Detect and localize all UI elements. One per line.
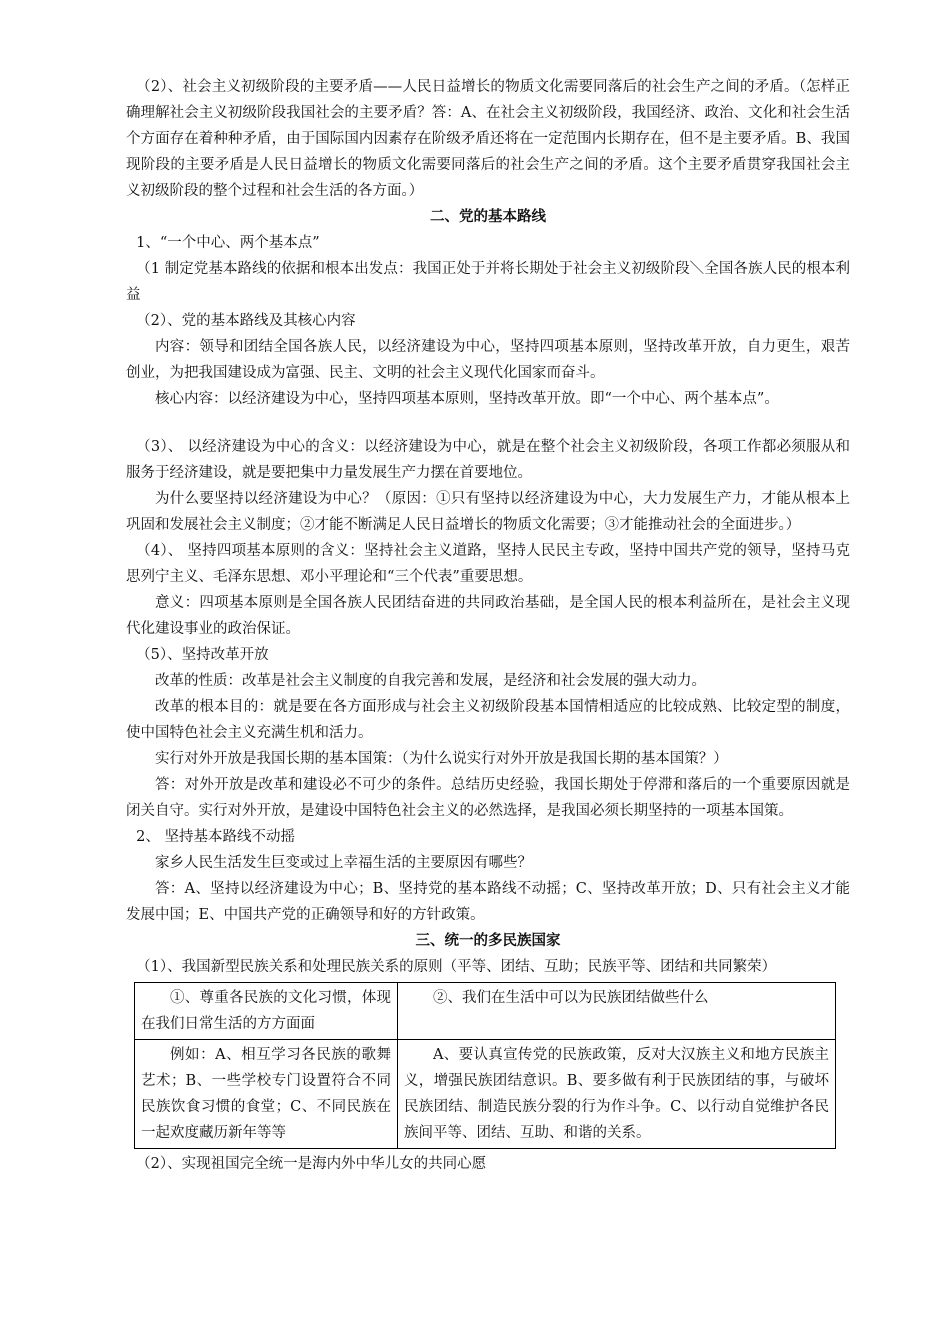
table-header-text: ②、我们在生活中可以为民族团结做些什么	[433, 990, 709, 1006]
table-header-text: ①、尊重各民族的文化习惯，体现在我们日常生活的方方面面	[141, 990, 391, 1032]
item-basic-line: （2）、党的基本路线及其核心内容	[136, 313, 356, 329]
item-reunification: （2）、实现祖国完全统一是海内外中华儿女的共同心愿	[136, 1156, 487, 1172]
paragraph-content: 内容：领导和团结全国各族人民，以经济建设为中心，坚持四项基本原则，坚持改革开放，自力更生，艰苦创业，为把我国建设成为富强、民主、文明的社会主义现代化国家而奋斗。	[126, 339, 850, 381]
paragraph-meaning: 意义：四项基本原则是全国各族人民团结奋进的共同政治基础，是全国人民的根本利益所在，是社会主义现代化建设事业的政治保证。	[126, 595, 850, 637]
section-heading-party-line: 二、党的基本路线	[430, 209, 546, 225]
paragraph-opening-policy: 实行对外开放是我国长期的基本国策：（为什么说实行对外开放是我国长期的基本国策？）	[155, 751, 728, 767]
item-adhere-line: 2、 坚持基本路线不动摇	[136, 829, 295, 845]
paragraph-hometown-answer: 答：A、坚持以经济建设为中心；B、坚持党的基本路线不动摇；C、坚持改革开放；D、只有社会主义才能发展中国；E、中国共产党的正确领导和好的方针政策。	[126, 881, 850, 923]
item-reform-opening: （5）、坚持改革开放	[136, 647, 269, 663]
table-cell	[135, 1040, 398, 1149]
table-cell-text: 例如：A、相互学习各民族的歌舞艺术；B、一些学校专门设置符合不同民族饮食习惯的食堂；C、不同民族在一起欢度藏历新年等等	[141, 1047, 391, 1141]
table-header-cell	[135, 983, 398, 1040]
paragraph-main-contradiction: （2）、社会主义初级阶段的主要矛盾——人民日益增长的物质文化需要同落后的社会生产之间的矛盾。（怎样正确理解社会主义初级阶段我国社会的主要矛盾？答：A、在社会主义初级阶段，我国经济、政治、文化和社会生活个方面存在着种种矛盾，由于国际国内因素存在阶级矛盾还将在一定范围内长期存在，但不是主要矛盾。B、我国现阶段的主要矛盾是人民日益增长的物质文化需要同落后的社会生产之间的矛盾。这个主要矛盾贯穿我国社会主义初级阶段的整个过程和社会生活的各方面。）	[126, 79, 850, 199]
paragraph-opening-answer: 答：对外开放是改革和建设必不可少的条件。总结历史经验，我国长期处于停滞和落后的一个重要原因就是闭关自守。实行对外开放，是建设中国特色社会主义的必然选择，是我国必须长期坚持的一项基本国策。	[126, 777, 850, 819]
paragraph-reform-nature: 改革的性质：改革是社会主义制度的自我完善和发展，是经济和社会发展的强大动力。	[155, 673, 706, 689]
item-ethnic-relations: （1）、我国新型民族关系和处理民族关系的原则（平等、团结、互助；民族平等、团结和共同繁荣）	[136, 959, 777, 975]
paragraph-economic-center: （3）、 以经济建设为中心的含义：以经济建设为中心，就是在整个社会主义初级阶段，各项工作都必须服从和服务于经济建设，就是要把集中力量发展生产力摆在首要地位。	[126, 439, 850, 481]
paragraph-core-content: 核心内容：以经济建设为中心，坚持四项基本原则，坚持改革开放。即“一个中心、两个基本点”。	[155, 391, 779, 407]
paragraph-why-economic-center: 为什么要坚持以经济建设为中心？（原因：①只有坚持以经济建设为中心，大力发展生产力，才能从根本上巩固和发展社会主义制度；②才能不断满足人民日益增长的物质文化需要；③才能推动社会的全面进步。）	[126, 491, 850, 533]
item-one-center: 1、“一个中心、两个基本点”	[136, 235, 320, 251]
ethnic-unity-table	[134, 982, 836, 1149]
table-row	[135, 983, 836, 1040]
table-header-cell	[398, 983, 836, 1040]
section-heading-multiethnic: 三、统一的多民族国家	[415, 933, 561, 949]
paragraph-reform-goal: 改革的根本目的：就是要在各方面形成与社会主义初级阶段基本国情相适应的比较成熟、比较定型的制度，使中国特色社会主义充满生机和活力。	[126, 699, 850, 741]
table-row	[135, 1040, 836, 1149]
paragraph-hometown-question: 家乡人民生活发生巨变或过上幸福生活的主要原因有哪些？	[155, 855, 532, 871]
paragraph-basis: （1 制定党基本路线的依据和根本出发点：我国正处于并将长期处于社会主义初级阶段＼全国各族人民的根本利益	[126, 261, 850, 303]
spacer	[126, 412, 850, 434]
paragraph-four-principles: （4）、 坚持四项基本原则的含义：坚持社会主义道路，坚持人民民主专政，坚持中国共产党的领导，坚持马克思列宁主义、毛泽东思想、邓小平理论和“三个代表”重要思想。	[126, 543, 850, 585]
table-cell-text: A、要认真宣传党的民族政策，反对大汉族主义和地方民族主义，增强民族团结意识。B、要多做有利于民族团结的事，与破坏民族团结、制造民族分裂的行为作斗争。C、以行动自觉维护各民族间平等、团结、互助、和谐的关系。	[404, 1047, 829, 1141]
table-cell	[398, 1040, 836, 1149]
